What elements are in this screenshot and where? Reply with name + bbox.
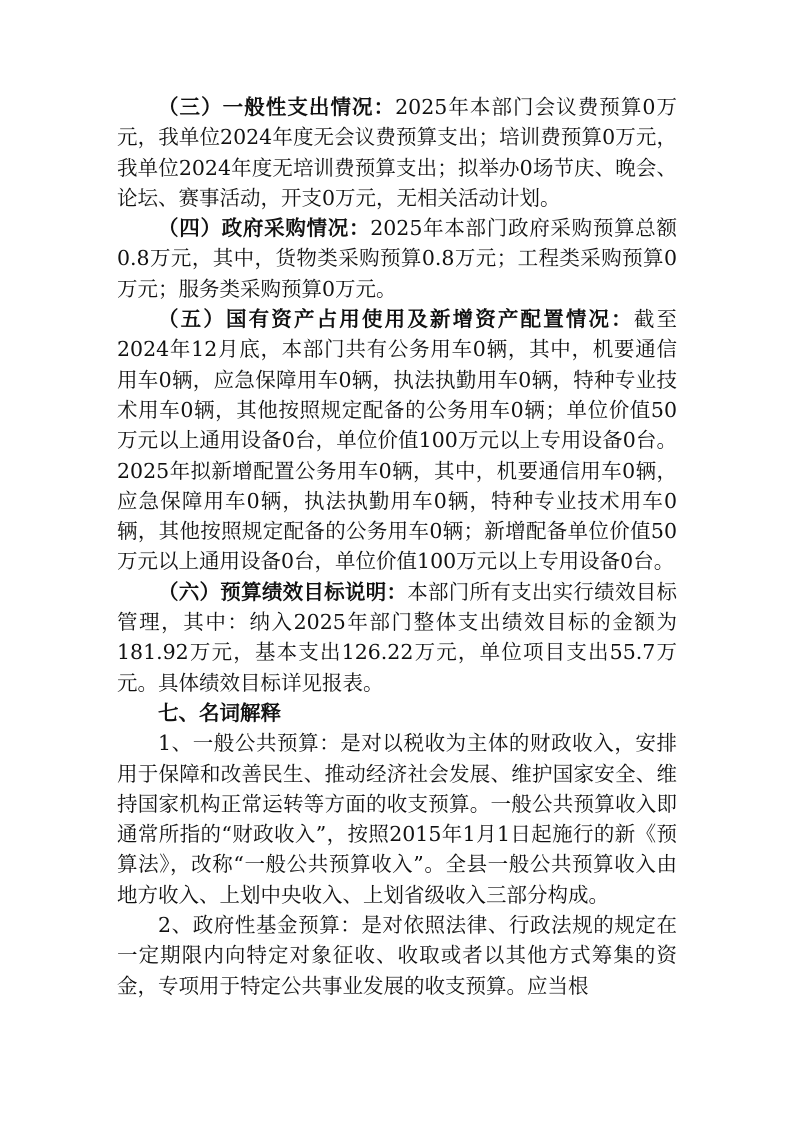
document-page — [117, 92, 677, 1001]
paragraph-heading: （六）预算绩效目标说明： — [158, 579, 408, 604]
paragraph-general-expenditure — [117, 92, 677, 213]
paragraph-body: 本部门所有支出实行绩效目标管理，其中：纳入2025年部门整体支出绩效目标的金额为181.92万元，基本支出126.22万元，单位项目支出55.7万元。具体绩效目标详见报表。 — [117, 579, 677, 695]
definition-general-public-budget: 1、一般公共预算：是对以税收为主体的财政收入，安排用于保障和改善民生、推动经济社会发展、维护国家安全、维持国家机构正常运转等方面的收支预算。一般公共预算收入即通常所指的“财政收入”，按照2015年1月1日起施行的新《预算法》，改称“一般公共预算收入”。全县一般公共预算收入由地方收入、上划中央收入、上划省级收入三部分构成。 — [117, 731, 677, 907]
definition-government-fund-budget: 2、政府性基金预算：是对依照法律、行政法规的规定在一定期限内向特定对象征收、收取或者以其他方式筹集的资金，专项用于特定公共事业发展的收支预算。应当根 — [117, 913, 677, 998]
paragraph-state-assets — [117, 304, 677, 577]
paragraph-heading: （五）国有资产占用使用及新增资产配置情况： — [158, 307, 634, 332]
paragraph-body: 2025年本部门会议费预算0万元，我单位2024年度无会议费预算支出；培训费预算0万元，我单位2024年度无培训费预算支出；拟举办0场节庆、晚会、论坛、赛事活动，开支0万元，无相关活动计划。 — [117, 95, 677, 210]
paragraph-heading: （三）一般性支出情况： — [158, 95, 396, 119]
paragraph-performance-targets — [117, 577, 677, 698]
paragraph-body: 截至2024年12月底，本部门共有公务用车0辆，其中，机要通信用车0辆，应急保障用车0辆，执法执勤用车0辆，特种专业技术用车0辆，其他按照规定配备的公务用车0辆；单位价值50万元以上通用设备0台，单位价值100万元以上专用设备0台。2025年拟新增配置公务用车0辆，其中，机要通信用车0辆，应急保障用车0辆，执法执勤用车0辆，特种专业技术用车0辆，其他按照规定配备的公务用车0辆；新增配备单位价值50万元以上通用设备0台，单位价值100万元以上专用设备0台。 — [117, 307, 678, 574]
paragraph-government-procurement — [117, 213, 677, 304]
section-title: 七、名词解释 — [158, 700, 281, 725]
paragraph-heading: （四）政府采购情况： — [158, 216, 371, 241]
paragraph-body: 2025年本部门政府采购预算总额0.8万元，其中，货物类采购预算0.8万元；工程类采购预算0万元；服务类采购预算0万元。 — [117, 216, 678, 301]
